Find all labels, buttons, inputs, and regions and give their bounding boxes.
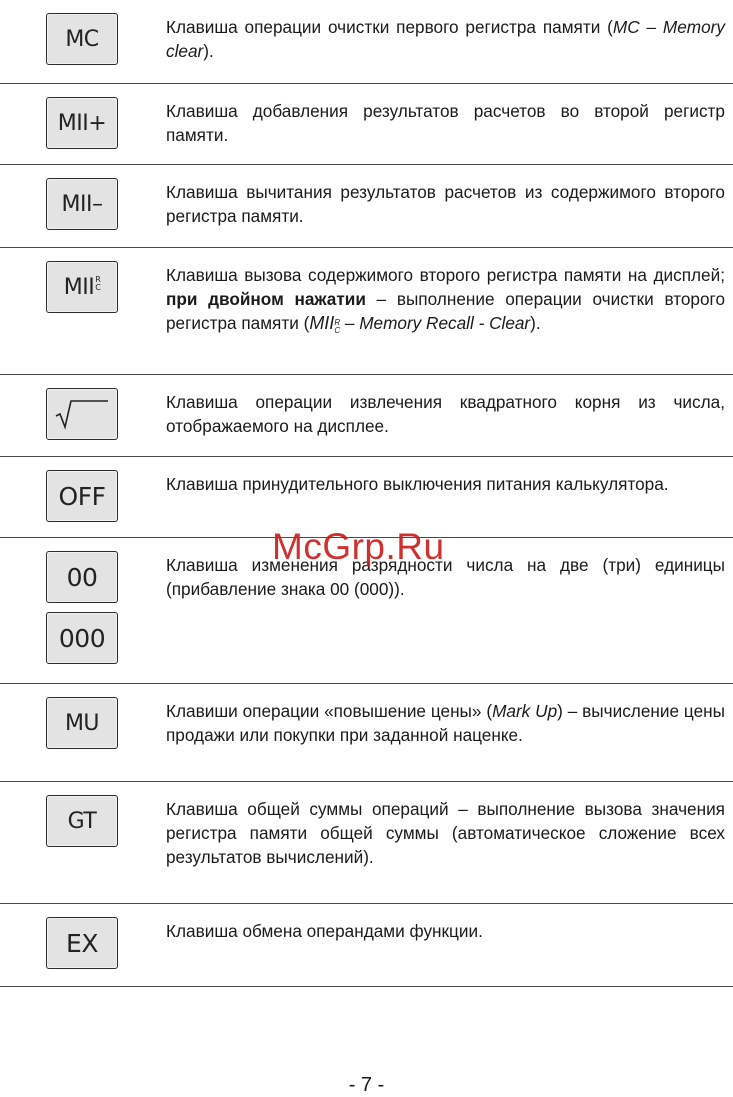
table-row bbox=[0, 248, 733, 375]
mu-key-icon: MU bbox=[46, 697, 118, 749]
key-cell bbox=[46, 261, 120, 313]
triple-zero-key-icon: 000 bbox=[46, 612, 118, 664]
key-description: Клавиши операции «повышение цены» (Mark Up) – вычисление цены продажи или покупки при заданной наценке. bbox=[166, 701, 725, 745]
table-row bbox=[0, 0, 733, 84]
mii-minus-key-icon: MII– bbox=[46, 178, 118, 230]
square-root-key-icon bbox=[46, 388, 118, 440]
key-description: Клавиша операции очистки первого регистра памяти (MC – Memory clear). bbox=[166, 17, 725, 61]
table-row bbox=[0, 375, 733, 457]
off-key-icon: OFF bbox=[46, 470, 118, 522]
table-row bbox=[0, 684, 733, 782]
key-cell bbox=[46, 13, 120, 65]
ex-key-icon: EX bbox=[46, 917, 118, 969]
key-cell bbox=[46, 97, 120, 149]
key-description: Клавиша вызова содержимого второго регистра памяти на дисплей; при двойном нажатии – выполнение операции очистки второго регистра памяти (MII R C – Memory Recall - Clear). bbox=[166, 265, 726, 335]
table-row bbox=[0, 84, 733, 165]
mc-key-icon: MC bbox=[46, 13, 118, 65]
key-cell bbox=[46, 551, 120, 664]
key-description: Клавиша обмена операндами функции. bbox=[166, 921, 483, 941]
square-root-icon bbox=[54, 398, 110, 430]
mii-recall-clear-key-icon: MII R C bbox=[46, 261, 118, 313]
double-zero-key-icon: 00 bbox=[46, 551, 118, 603]
key-cell bbox=[46, 470, 120, 522]
mii-plus-key-icon: MII+ bbox=[46, 97, 118, 149]
key-cell bbox=[46, 388, 120, 440]
key-cell bbox=[46, 795, 120, 847]
key-description: Клавиша добавления результатов расчетов во второй регистр памяти. bbox=[166, 101, 725, 145]
key-description: Клавиша изменения разрядности числа на две (три) единицы (прибавление знака 00 (000)). bbox=[166, 555, 725, 599]
gt-key-icon: GT bbox=[46, 795, 118, 847]
page-number: - 7 - bbox=[348, 1074, 385, 1096]
key-description: Клавиша вычитания результатов расчетов из содержимого второго регистра памяти. bbox=[166, 182, 725, 226]
table-row bbox=[0, 165, 733, 248]
key-description: Клавиша операции извлечения квадратного корня из числа, отображаемого на дисплее. bbox=[166, 392, 725, 436]
watermark: McGrp.Ru bbox=[272, 526, 445, 567]
table-row bbox=[0, 904, 733, 987]
key-cell bbox=[46, 917, 120, 969]
key-cell bbox=[46, 178, 120, 230]
table-row bbox=[0, 782, 733, 904]
key-description: Клавиша принудительного выключения питания калькулятора. bbox=[166, 474, 669, 494]
key-description: Клавиша общей суммы операций – выполнение вызова значения регистра памяти общей суммы (автоматическое сложение всех результатов вычислений). bbox=[166, 799, 725, 867]
key-cell bbox=[46, 697, 120, 749]
